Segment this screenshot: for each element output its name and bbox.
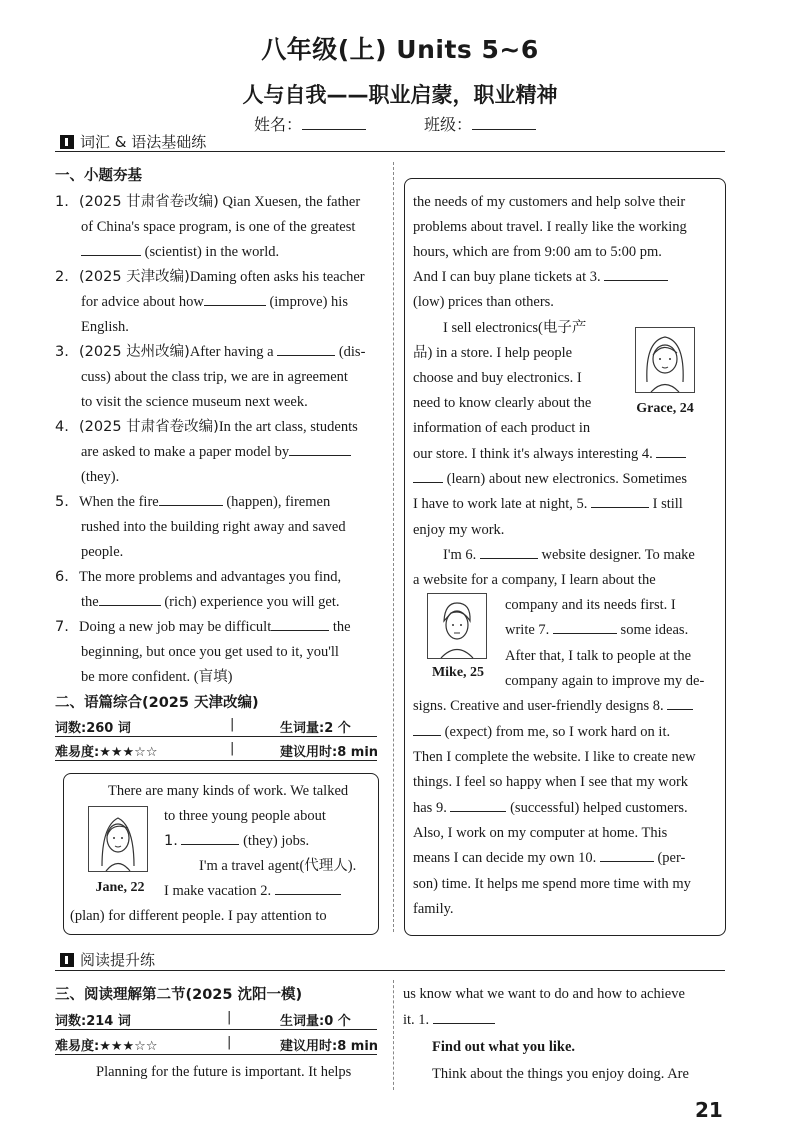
- answer-blank: [204, 304, 266, 306]
- passage-text: has 9.: [413, 800, 447, 816]
- answer-blank: [480, 557, 538, 559]
- q-text: Daming often asks his teacher: [189, 269, 365, 285]
- question-7: [55, 615, 383, 690]
- passage-text: means I can decide my own 10.: [413, 850, 597, 866]
- passage-line: [413, 467, 687, 492]
- mike-portrait: [427, 593, 487, 659]
- q-text: Doing a new job may be difficult: [79, 619, 272, 635]
- passage-line: (plan) for different people. I pay attention to: [70, 908, 327, 924]
- answer-blank: [81, 254, 141, 256]
- question-1: [55, 190, 383, 265]
- answer-blank: [413, 734, 441, 736]
- passage-line: information of each product in: [413, 420, 591, 436]
- passage-text: I still: [652, 496, 683, 512]
- q-text: English.: [81, 319, 129, 335]
- q-text: people.: [81, 544, 124, 560]
- q-text: (rich) experience you will get.: [164, 594, 340, 610]
- q-text: the: [81, 594, 99, 610]
- reading-text-right: us know what we want to do and how to achieve: [403, 986, 685, 1002]
- reading-text-left: Planning for the future is important. It helps: [96, 1064, 352, 1080]
- q-text: beginning, but once you get used to it, you'll: [81, 644, 339, 660]
- part2-heading: 二、语篇综合(2025 天津改编): [55, 695, 259, 711]
- meta-separator: |: [230, 741, 235, 756]
- q-num: 7.: [55, 619, 69, 635]
- passage-line: company and its needs first. I: [505, 597, 676, 613]
- q-text: Qian Xuesen, the father: [222, 194, 361, 210]
- answer-blank: [600, 860, 654, 862]
- passage-line: [443, 543, 695, 568]
- meta-separator: |: [227, 1010, 232, 1025]
- divider: [55, 151, 725, 152]
- q-text: In the art class, students: [218, 419, 358, 435]
- word-count: 词数:214 词: [55, 1014, 131, 1029]
- answer-blank: [271, 629, 329, 631]
- q-text: to visit the science museum next week.: [81, 394, 308, 410]
- answer-blank: [553, 632, 617, 634]
- q-text: rushed into the building right away and saved: [81, 519, 346, 535]
- passage-line: [164, 879, 341, 904]
- passage-line: I'm a travel agent(代理人).: [199, 858, 357, 874]
- passage-text: (per-: [657, 850, 686, 866]
- passage-line: enjoy my work.: [413, 522, 505, 538]
- divider: [55, 970, 725, 971]
- passage-text: (they) jobs.: [243, 833, 310, 849]
- passage-line: things. I feel so happy when I see that my work: [413, 774, 689, 790]
- question-6: [55, 565, 383, 615]
- passage-line: problems about travel. I really like the working: [413, 219, 687, 235]
- meta-separator: |: [227, 1035, 232, 1050]
- q-source: (2025 达州改编): [79, 344, 190, 360]
- passage-line: Also, I work on my computer at home. This: [413, 825, 668, 841]
- class-blank: [472, 128, 536, 130]
- suggested-time: 建议用时:8 min: [280, 745, 379, 760]
- part3-meta-row1: [55, 1010, 383, 1029]
- new-words: 生词量:0 个: [280, 1014, 351, 1029]
- passage-line: [413, 796, 688, 821]
- column-separator: [393, 162, 394, 932]
- book-icon: [60, 953, 74, 967]
- column-separator: [393, 980, 394, 1090]
- passage-line: [413, 492, 683, 517]
- part2-meta-row1: [55, 717, 383, 736]
- passage-line: There are many kinds of work. We talked: [108, 783, 349, 799]
- answer-blank: [433, 1022, 495, 1024]
- q-num: 5.: [55, 494, 69, 510]
- blank-number: 1.: [164, 833, 178, 849]
- passage-text: I'm 6.: [443, 547, 477, 563]
- passage-line: [505, 618, 688, 643]
- meta-divider: [55, 760, 377, 761]
- passage-line: (low) prices than others.: [413, 294, 554, 310]
- answer-blank: [450, 810, 506, 812]
- answer-blank: [591, 506, 649, 508]
- passage-line: I sell electronics(电子产: [443, 320, 587, 336]
- q-text: (happen), firemen: [226, 494, 331, 510]
- q-text: The more problems and advantages you find,: [79, 569, 342, 585]
- passage-line: a website for a company, I learn about the: [413, 572, 656, 588]
- q-text: the: [332, 619, 351, 635]
- class-label: 班级：: [424, 117, 473, 134]
- answer-blank: [99, 604, 161, 606]
- passage-line: need to know clearly about the: [413, 395, 592, 411]
- answer-blank: [277, 354, 335, 356]
- passage-text: I make vacation 2.: [164, 883, 272, 899]
- answer-blank: [667, 708, 693, 710]
- question-3: [55, 340, 383, 415]
- section-vocab-title: 词汇 & 语法基础练: [80, 133, 207, 151]
- section-vocab-header: [60, 131, 206, 152]
- q-text: of China's space program, is one of the greatest: [81, 219, 356, 235]
- passage-box-left: [63, 773, 379, 935]
- answer-blank: [604, 279, 668, 281]
- q-num: 1.: [55, 194, 69, 210]
- q-text: After having a: [189, 344, 274, 360]
- passage-text: write 7.: [505, 622, 550, 638]
- new-words: 生词量:2 个: [280, 721, 351, 736]
- meta-divider: [55, 1029, 377, 1030]
- meta-divider: [55, 736, 377, 737]
- answer-blank: [413, 481, 443, 483]
- q-text: (they).: [81, 469, 120, 485]
- q-text: are asked to make a paper model by: [81, 444, 290, 460]
- q-num: 2.: [55, 269, 69, 285]
- question-2: [55, 265, 383, 340]
- word-count: 词数:260 词: [55, 721, 131, 736]
- passage-line: the needs of my customers and help solve their: [413, 194, 686, 210]
- passage-text: it. 1.: [403, 1012, 430, 1028]
- passage-line: [413, 694, 693, 719]
- q-text: (dis-: [338, 344, 366, 360]
- book-icon: [60, 135, 74, 149]
- passage-box-right: [404, 178, 726, 936]
- passage-line: [413, 846, 685, 871]
- answer-blank: [289, 454, 351, 456]
- meta-separator: |: [230, 717, 235, 732]
- q-source: (2025 甘肃省卷改编): [79, 194, 219, 210]
- passage-text: our store. I think it's always interesting 4.: [413, 446, 653, 462]
- difficulty: 难易度:★★★☆☆: [55, 1039, 158, 1054]
- mike-caption: Mike, 25: [431, 665, 485, 680]
- passage-text: (expect) from me, so I work hard on it.: [444, 724, 671, 740]
- q-num: 6.: [55, 569, 69, 585]
- passage-text: website designer. To make: [541, 547, 695, 563]
- passage-line: [413, 442, 686, 467]
- part3-heading: 三、阅读理解第二节(2025 沈阳一模): [55, 987, 303, 1003]
- passage-line: to three young people about: [164, 808, 326, 824]
- suggested-time: 建议用时:8 min: [280, 1039, 379, 1054]
- answer-blank: [656, 456, 686, 458]
- passage-line: [413, 720, 670, 745]
- meta-divider: [55, 1054, 377, 1055]
- passage-line: [413, 265, 668, 290]
- reading-subheading: Find out what you like.: [432, 1039, 576, 1055]
- passage-line: Then I complete the website. I like to create new: [413, 749, 696, 765]
- question-4: [55, 415, 383, 490]
- part1-heading: 一、小题夯基: [55, 168, 142, 184]
- class-field: [424, 112, 536, 135]
- passage-line: 品) in a store. I help people: [413, 345, 573, 361]
- q-source: (2025 甘肃省卷改编): [79, 419, 219, 435]
- passage-line: son) time. It helps me spend more time with my: [413, 876, 691, 892]
- q-text: be more confident. (盲填): [81, 669, 233, 685]
- jane-portrait: [88, 806, 148, 872]
- answer-blank: [159, 504, 223, 506]
- q-num: 4.: [55, 419, 69, 435]
- passage-text: signs. Creative and user-friendly designs 8.: [413, 698, 664, 714]
- jane-caption: Jane, 22: [95, 880, 145, 895]
- section-reading-header: [60, 949, 155, 970]
- name-field: [254, 112, 366, 135]
- q-text: for advice about how: [81, 294, 204, 310]
- passage-line: choose and buy electronics. I: [413, 370, 582, 386]
- q-num: 3.: [55, 344, 69, 360]
- reading-text-right: [403, 1008, 495, 1033]
- answer-blank: [181, 843, 239, 845]
- q-source: (2025 天津改编): [79, 269, 190, 285]
- page-number: 21: [695, 1098, 723, 1122]
- passage-text: some ideas.: [620, 622, 689, 638]
- passage-line: [164, 829, 309, 854]
- section-reading-title: 阅读提升练: [80, 951, 156, 969]
- reading-text-right: Think about the things you enjoy doing. Are: [432, 1066, 689, 1082]
- passage-text: (successful) helped customers.: [510, 800, 688, 816]
- answer-blank: [275, 893, 341, 895]
- difficulty: 难易度:★★★☆☆: [55, 745, 158, 760]
- page-subtitle: 人与自我——职业启蒙，职业精神: [242, 83, 558, 107]
- page-title: 八年级(上) Units 5~6: [261, 35, 539, 64]
- passage-line: After that, I talk to people at the: [505, 648, 692, 664]
- q-text: cuss) about the class trip, we are in agreement: [81, 369, 348, 385]
- question-5: [55, 490, 383, 565]
- part3-meta-row2: [55, 1035, 383, 1054]
- passage-line: hours, which are from 9:00 am to 5:00 pm.: [413, 244, 662, 260]
- name-blank: [302, 128, 366, 130]
- grace-caption: Grace, 24: [636, 401, 694, 416]
- q-text: When the fire: [79, 494, 159, 510]
- passage-text: I have to work late at night, 5.: [413, 496, 588, 512]
- part2-meta-row2: [55, 741, 383, 760]
- q-text: (scientist) in the world.: [144, 244, 280, 260]
- passage-line: family.: [413, 901, 454, 917]
- passage-line: company again to improve my de-: [505, 673, 705, 689]
- passage-text: (learn) about new electronics. Sometimes: [446, 471, 688, 487]
- passage-text: And I can buy plane tickets at 3.: [413, 269, 601, 285]
- name-label: 姓名：: [254, 117, 303, 134]
- grace-portrait: [635, 327, 695, 393]
- q-text: (improve) his: [269, 294, 348, 310]
